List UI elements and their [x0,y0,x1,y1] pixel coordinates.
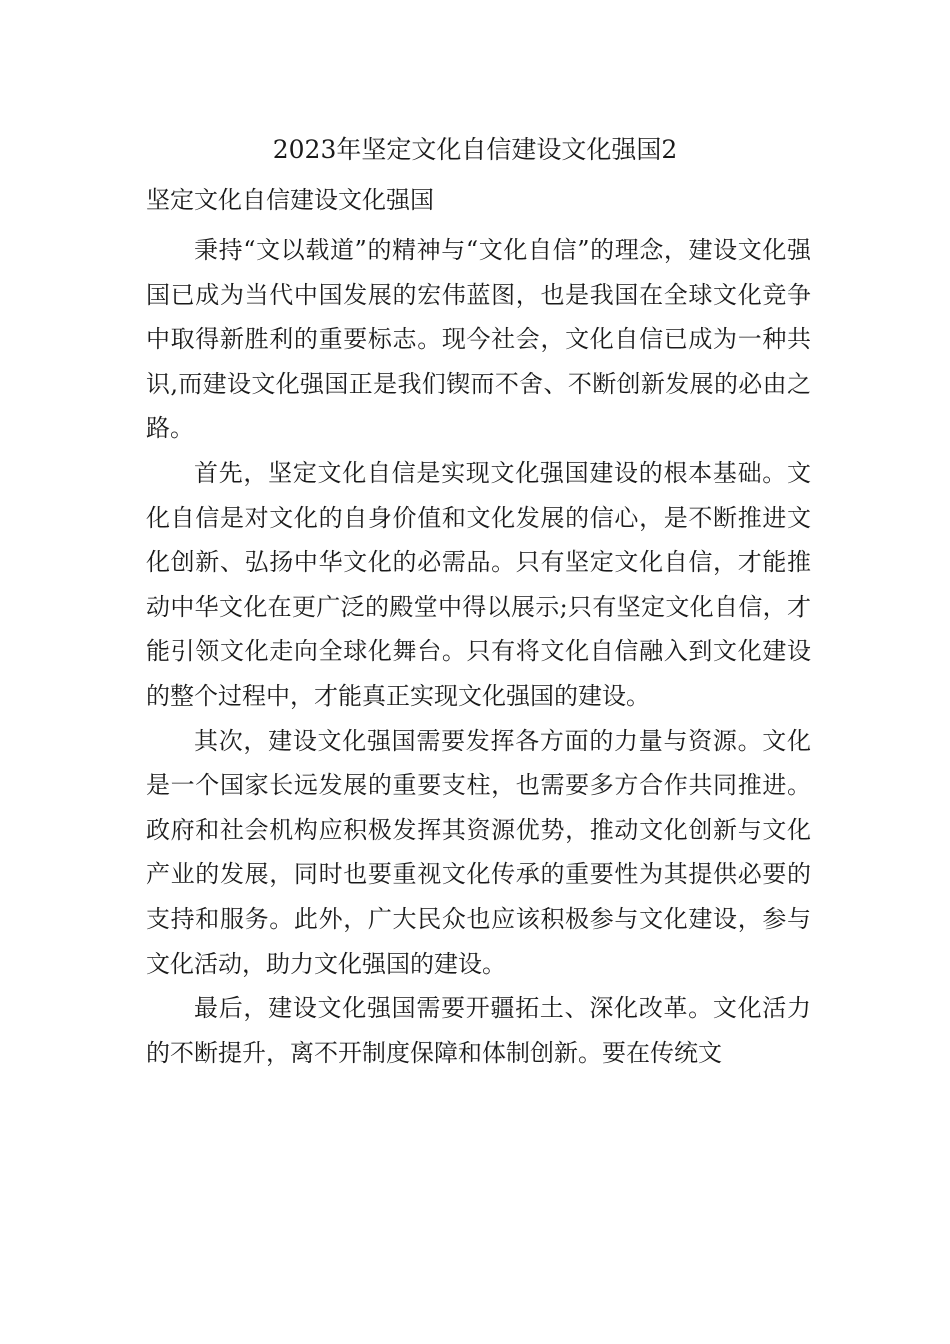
paragraph-intro: 秉持“文以载道”的精神与“文化自信”的理念，建设文化强国已成为当代中国发展的宏伟蓝图，也是我国在全球文化竞争中取得新胜利的重要标志。现今社会，文化自信已成为一种共识,而建设文化强国正是我们锲而不舍、不断创新发展的必由之路。 [146,236,811,443]
paragraph-last: 最后，建设文化强国需要开疆拓土、深化改革。文化活力的不断提升，离不开制度保障和体制创新。要在传统文 [146,994,811,1067]
document-subtitle: 坚定文化自信建设文化强国 [146,186,434,214]
paragraph-first: 首先，坚定文化自信是实现文化强国建设的根本基础。文化自信是对文化的自身价值和文化发展的信心，是不断推进文化创新、弘扬中华文化的必需品。只有坚定文化自信，才能推动中华文化在更广泛的殿堂中得以展示;只有坚定文化自信，才能引领文化走向全球化舞台。只有将文化自信融入到文化建设的整个过程中，才能真正实现文化强国的建设。 [146,458,811,710]
document-title: 2023年坚定文化自信建设文化强国2 [272,135,678,164]
document-body [146,228,811,1075]
paragraph-second: 其次，建设文化强国需要发挥各方面的力量与资源。文化是一个国家长远发展的重要支柱，也需要多方合作共同推进。政府和社会机构应积极发挥其资源优势，推动文化创新与文化产业的发展，同时也要重视文化传承的重要性为其提供必要的支持和服务。此外，广大民众也应该积极参与文化建设，参与文化活动，助力文化强国的建设。 [146,726,811,978]
